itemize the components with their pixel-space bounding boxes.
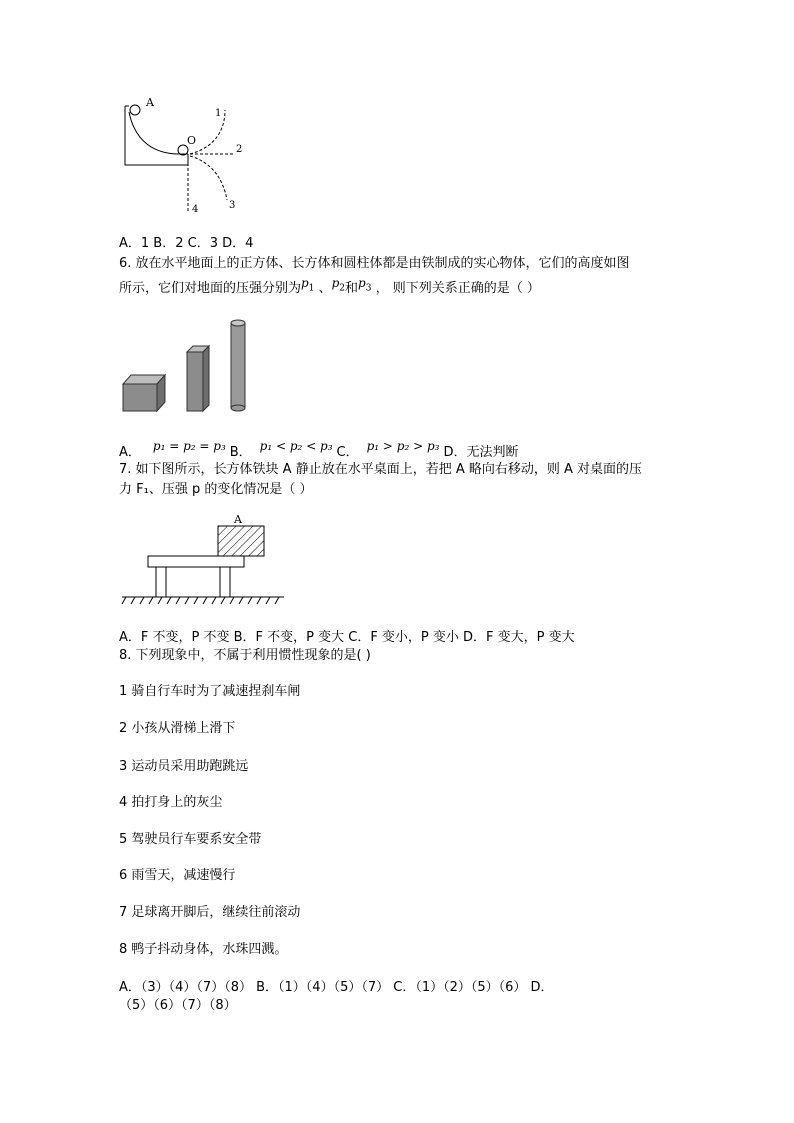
block-a-label: A (234, 513, 242, 526)
solids-figure (120, 318, 260, 416)
q6-options: A． p₁ = p₂ = p₃ B． p₁ < p₂ < p₃ C． p₁ > p₂ > p₃ D．无法判断 (119, 439, 519, 460)
q8-stem: 8. 下列现象中，不属于利用惯性现象的是( ) (119, 648, 371, 663)
track-trajectory-figure (115, 92, 255, 217)
label-a: A (146, 96, 154, 109)
q8-item-4: 4 拍打身上的灰尘 (119, 795, 223, 810)
q8-item-3: 3 运动员采用助跑跳远 (119, 759, 249, 774)
block-a (218, 526, 264, 556)
ball-a (130, 105, 140, 115)
q8-options-line2: （5）（6）（7）（8） (119, 998, 237, 1013)
q6-line1: 6. 放在水平地面上的正方体、长方体和圆柱体都是由铁制成的实心物体，它们的高度如图 (119, 256, 630, 271)
q6-line2: 所示，它们对地面的压强分别为$p_1$ 、$p_2$和$p_3$ ， 则下列关系正确的是（ ） (119, 276, 540, 296)
label-3: 3 (229, 200, 236, 211)
q8-item-5: 5 驾驶员行车要系安全带 (119, 832, 262, 847)
q8-item-6: 6 雨雪天，减速慢行 (119, 868, 236, 883)
q8-item-1: 1 骑自行车时为了减速捏刹车闸 (119, 684, 301, 699)
q8-options-line1: A．（3）（4）（7）（8） B．（1）（4）（5）（7） C．（1）（2）（5）（6） D． (119, 980, 554, 995)
path-3 (190, 156, 227, 200)
q7-options: A．F 不变，P 不变 B．F 不变，P 变大 C．F 变小，P 变小 D．F 变大，P 变大 (119, 630, 575, 645)
label-o: O (187, 134, 197, 147)
label-4: 4 (192, 204, 199, 215)
q7-line2: 力 F₁、压强 p 的变化情况是（ ） (119, 482, 313, 497)
q8-item-2: 2 小孩从滑梯上滑下 (119, 721, 236, 736)
label-1: 1 (215, 108, 222, 119)
block-on-table-figure (118, 508, 288, 612)
q7-line1: 7. 如下图所示，长方体铁块 A 静止放在水平桌面上，若把 A 略向右移动，则 A 对桌面的压 (119, 462, 643, 477)
q5-options: A．1 B．2 C．3 D．4 (119, 236, 254, 251)
label-2: 2 (236, 144, 243, 155)
q8-item-8: 8 鸭子抖动身体，水珠四溅。 (119, 942, 288, 957)
q8-item-7: 7 足球离开脚后，继续往前滚动 (119, 905, 301, 920)
